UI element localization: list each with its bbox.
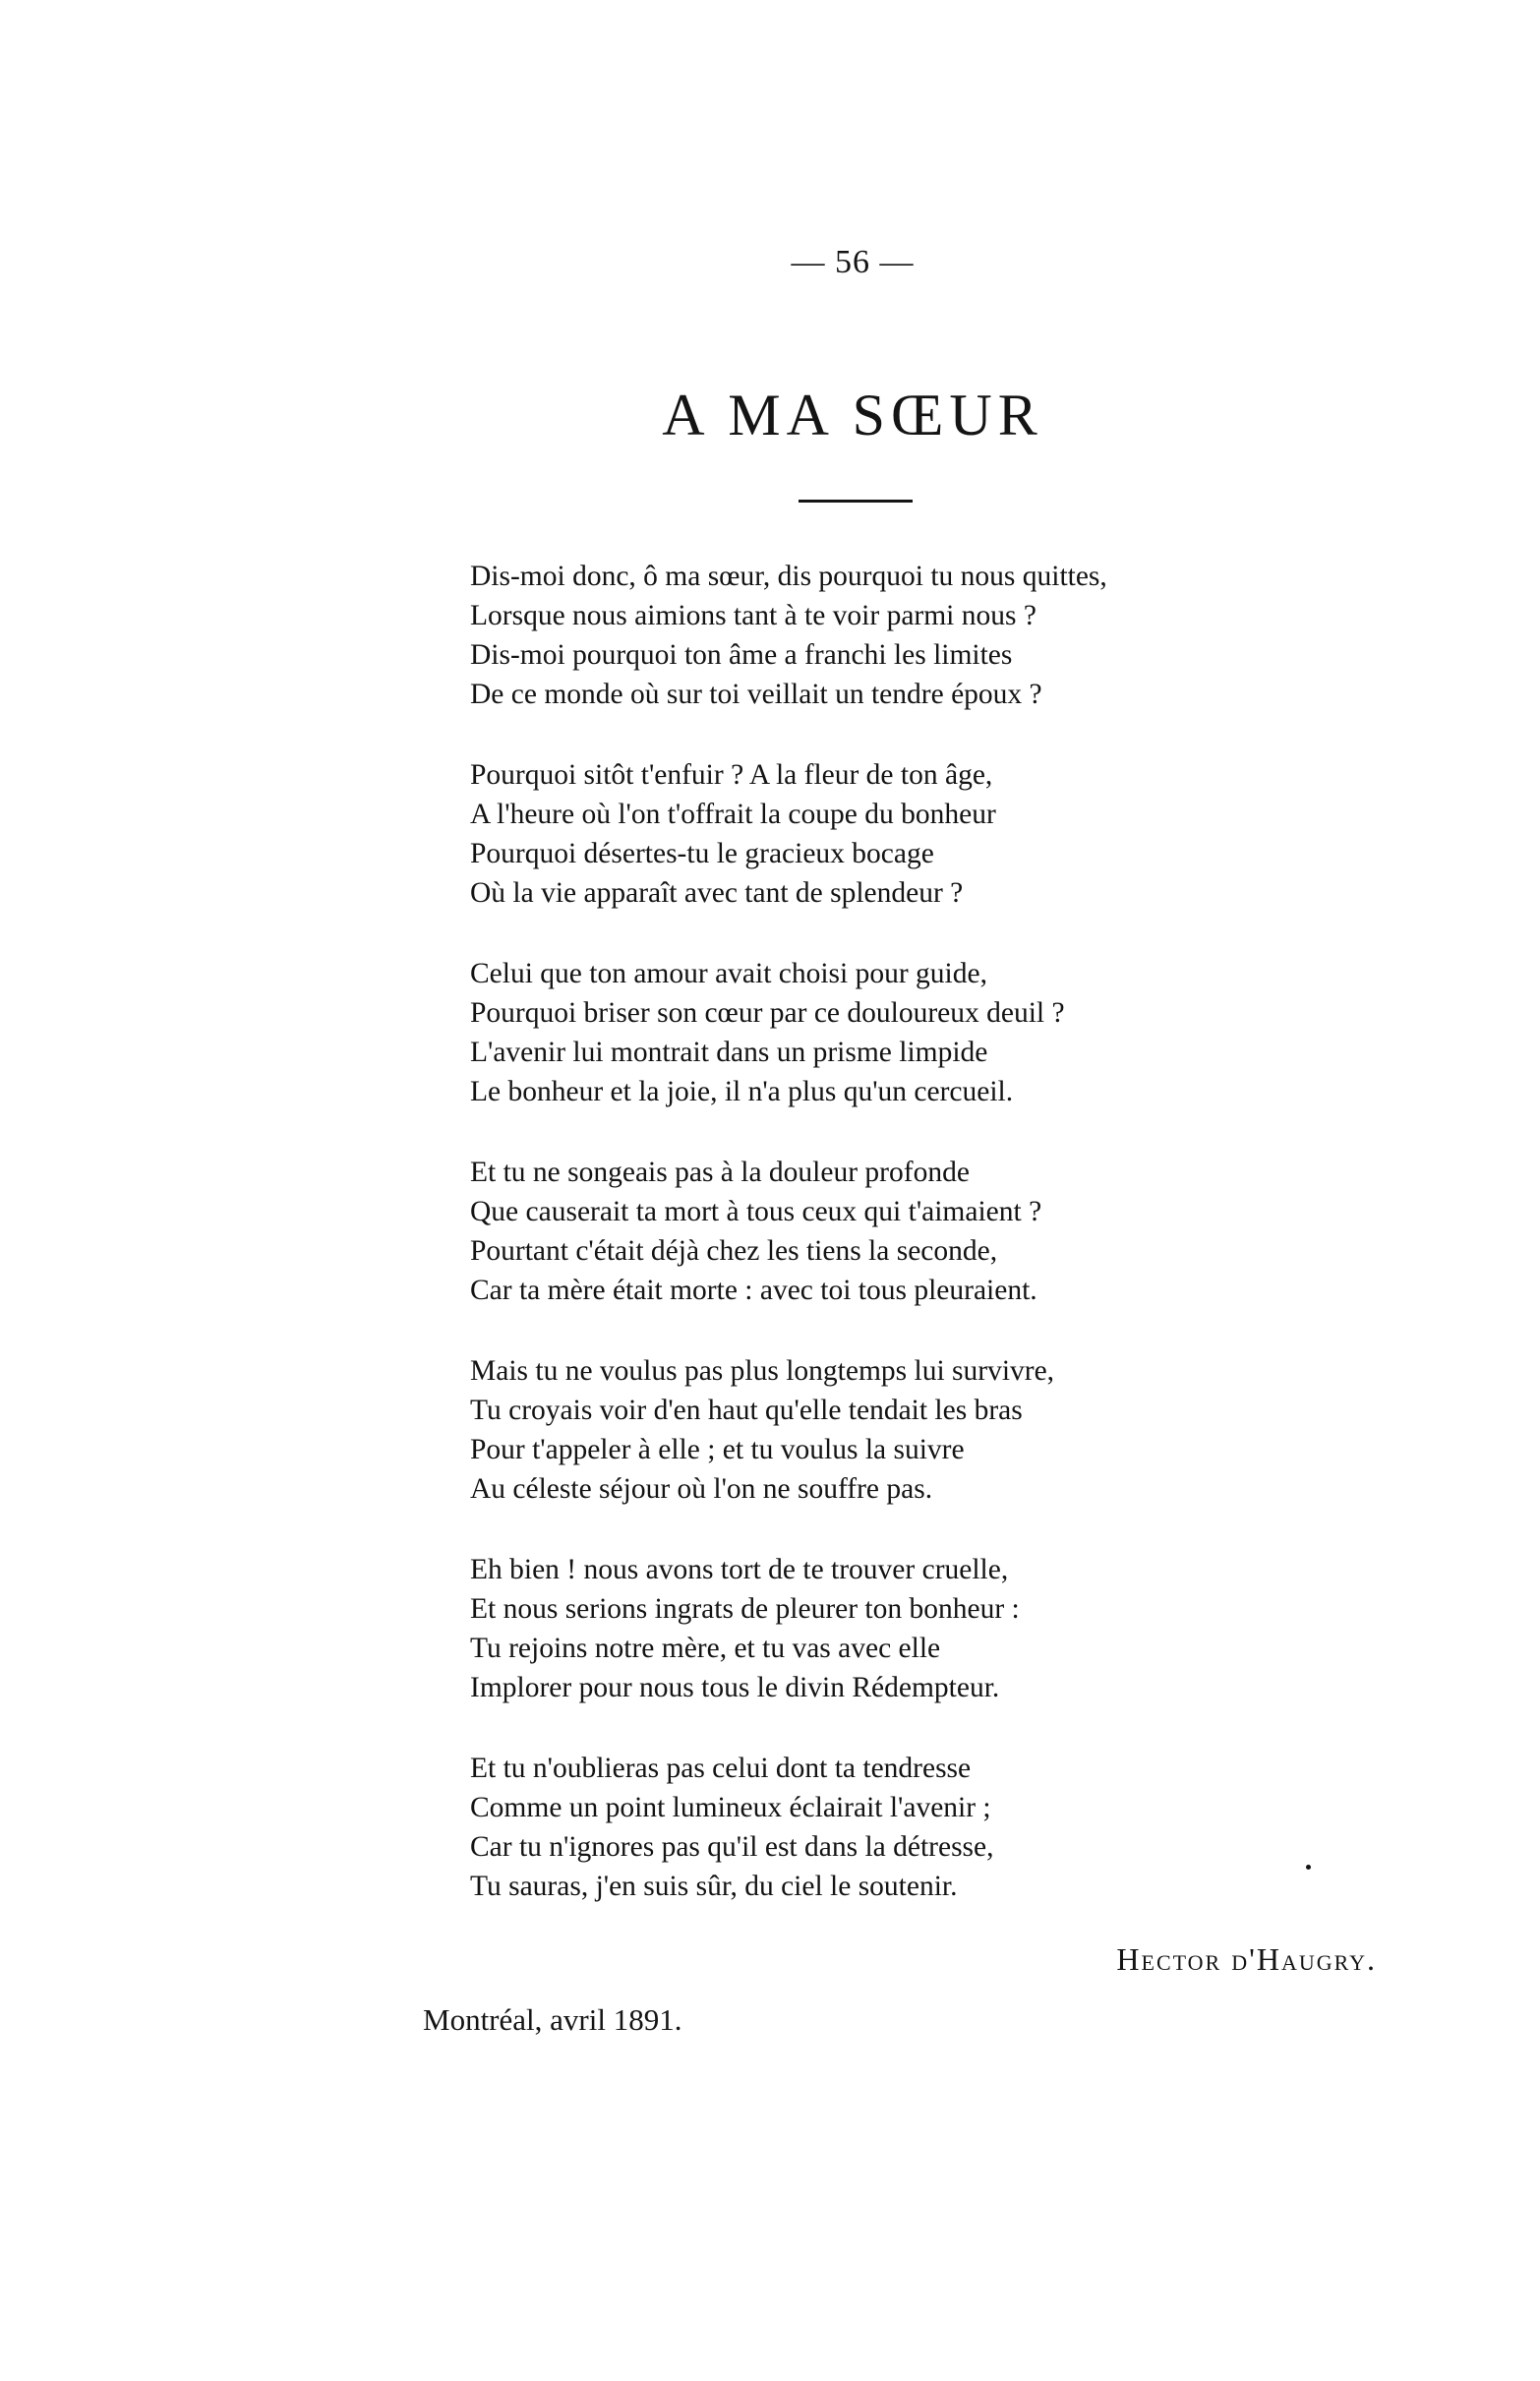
poem-line: De ce monde où sur toi veillait un tendre époux ? — [470, 679, 1042, 710]
poem-title: A MA SŒUR — [662, 383, 1043, 447]
poem-line: L'avenir lui montrait dans un prisme limpide — [470, 1037, 988, 1068]
poem-line: Au céleste séjour où l'on ne souffre pas. — [470, 1473, 933, 1505]
poem-line: Celui que ton amour avait choisi pour guide, — [470, 958, 987, 989]
poem-line: Tu croyais voir d'en haut qu'elle tendait les bras — [470, 1395, 1023, 1426]
title-rule — [799, 500, 913, 503]
poem-line: Pourtant c'était déjà chez les tiens la seconde, — [470, 1235, 998, 1267]
poem-line: Et tu ne songeais pas à la douleur profonde — [470, 1157, 970, 1188]
poem-line: Et tu n'oublieras pas celui dont ta tendresse — [470, 1753, 972, 1784]
poem-line: Que causerait ta mort à tous ceux qui t'aimaient ? — [470, 1196, 1042, 1227]
poem-line: Car tu n'ignores pas qu'il est dans la détresse, — [470, 1831, 994, 1863]
poem-line: Pourquoi briser son cœur par ce douloureux deuil ? — [470, 997, 1065, 1029]
stanza-1 — [470, 557, 1257, 714]
poem-line: Pourquoi désertes-tu le gracieux bocage — [470, 838, 934, 869]
stanza-2 — [470, 755, 1257, 913]
poem-line: Eh bien ! nous avons tort de te trouver cruelle, — [470, 1554, 1009, 1585]
poem-line: Le bonheur et la joie, il n'a plus qu'un cercueil. — [470, 1076, 1014, 1107]
poem-line: Tu sauras, j'en suis sûr, du ciel le soutenir. — [470, 1871, 958, 1902]
poem-line: Lorsque nous aimions tant à te voir parmi nous ? — [470, 600, 1037, 631]
poem-line: Dis-moi donc, ô ma sœur, dis pourquoi tu nous quittes, — [470, 561, 1107, 592]
stanza-6 — [470, 1550, 1257, 1707]
poem-line: Comme un point lumineux éclairait l'avenir ; — [470, 1792, 991, 1823]
poem-body — [470, 557, 1257, 1947]
poem-line: Pour t'appeler à elle ; et tu voulus la suivre — [470, 1434, 965, 1465]
stanza-3 — [470, 954, 1257, 1111]
poem-line: Implorer pour nous tous le divin Rédempteur. — [470, 1672, 1000, 1703]
poem-line: Où la vie apparaît avec tant de splendeur ? — [470, 877, 964, 909]
stanza-5 — [470, 1351, 1257, 1509]
poem-line: Et nous serions ingrats de pleurer ton bonheur : — [470, 1593, 1020, 1625]
poem-line: A l'heure où l'on t'offrait la coupe du bonheur — [470, 799, 996, 830]
poem-line: Pourquoi sitôt t'enfuir ? A la fleur de ton âge, — [470, 759, 993, 791]
poem-line: Car ta mère était morte : avec toi tous pleuraient. — [470, 1275, 1037, 1306]
page-number: — 56 — — [791, 244, 915, 280]
stanza-7 — [470, 1749, 1257, 1906]
author-signature: Hector d'Haugry. — [1116, 1941, 1377, 1977]
ink-speck — [1306, 1865, 1311, 1870]
poem-line: Mais tu ne voulus pas plus longtemps lui survivre, — [470, 1355, 1055, 1387]
poem-line: Tu rejoins notre mère, et tu vas avec elle — [470, 1633, 941, 1664]
dateline: Montréal, avril 1891. — [423, 2002, 682, 2037]
stanza-4 — [470, 1153, 1257, 1310]
poem-line: Dis-moi pourquoi ton âme a franchi les limites — [470, 639, 1013, 671]
